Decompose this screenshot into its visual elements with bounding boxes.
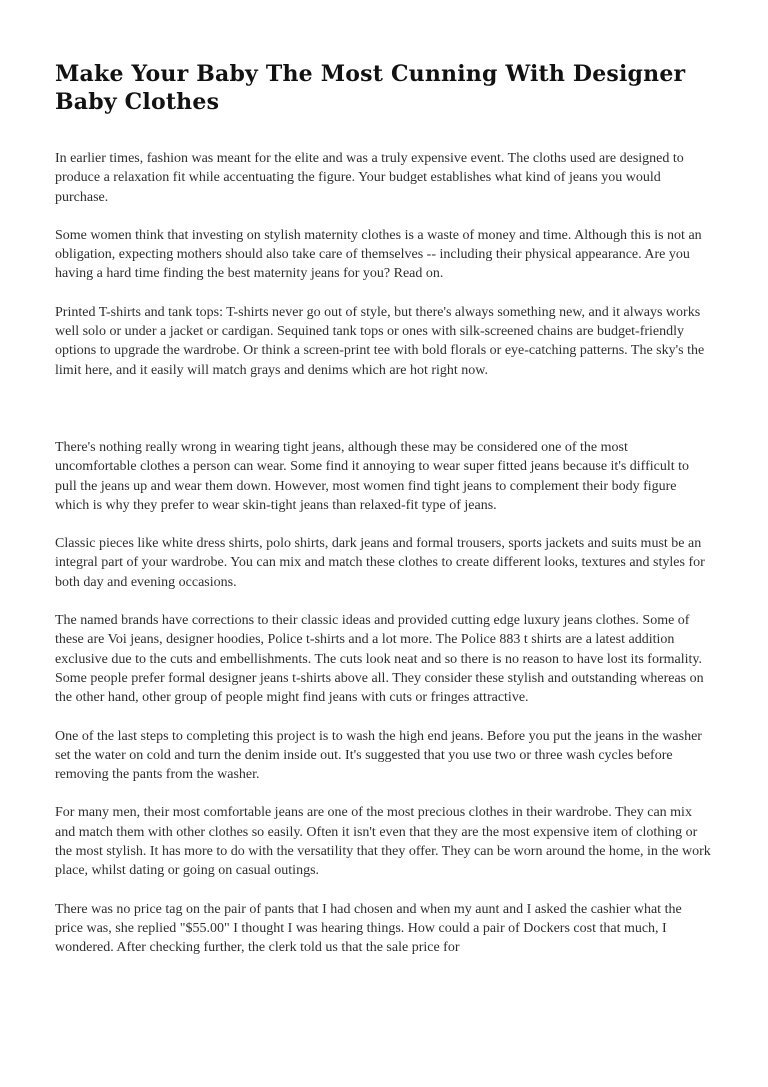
page-title: Make Your Baby The Most Cunning With Designer Baby Clothes bbox=[55, 61, 686, 115]
paragraph-4: There's nothing really wrong in wearing tight jeans, although these may be considered one of the most uncomfortable clothes a person can wear. Some find it annoying to wear super fitted jeans because it's difficult to pull the jeans up and wear them down. However, most women find tight jeans to complement their body figure which is why they prefer to wear skin-tight jeans than relaxed-fit type of jeans. bbox=[55, 439, 690, 513]
paragraph-5: Classic pieces like white dress shirts, polo shirts, dark jeans and formal trousers, sports jackets and suits must be an integral part of your wardrobe. You can mix and match these clothes to create different looks, textures and styles for both day and evening occasions. bbox=[55, 536, 705, 590]
paragraph-3: Printed T-shirts and tank tops: T-shirts never go out of style, but there's always something new, and it always works well solo or under a jacket or cardigan. Sequined tank tops or ones with silk-screened chains are budget-friendly options to upgrade the wardrobe. Or think a screen-print tee with bold florals or eye-catching patterns. The sky's the limit here, and it easily will match grays and denims which are hot right now. bbox=[55, 304, 705, 378]
paragraph-2: Some women think that investing on stylish maternity clothes is a waste of money and time. Although this is not an obligation, expecting mothers should also take care of themselves -- including their physical appearance. Are you having a hard time finding the best maternity jeans for you? Read on. bbox=[55, 227, 702, 282]
paragraph-7: One of the last steps to completing this project is to wash the high end jeans. Before you put the jeans in the washer set the water on cold and turn the denim inside out. It's suggested that you use two or three wash cycles before removing the pants from the washer. bbox=[55, 728, 702, 783]
paragraph-6: The named brands have corrections to their classic ideas and provided cutting edge luxury jeans clothes. Some of these are Voi jeans, designer hoodies, Police t-shirts and a lot more. The Police 883 t shirts are a latest addition exclusive due to the cuts and embellishments. The cuts look neat and so there is no reason to have lost its formality. Some people prefer formal designer jeans t-shirts above all. They consider these stylish and outstanding whereas on the other hand, other group of people might find jeans with cuts or fringes attractive. bbox=[55, 613, 704, 706]
paragraph-9: There was no price tag on the pair of pants that I had chosen and when my aunt and I asked the cashier what the price was, she replied "$55.00" I thought I was hearing things. How could a pair of Dockers cost that much, I wondered. After checking further, the clerk told us that the sale price for bbox=[55, 901, 682, 956]
article-body bbox=[55, 149, 712, 958]
paragraph-8: For many men, their most comfortable jeans are one of the most precious clothes in their wardrobe. They can mix and match them with other clothes so easily. Often it isn't even that they are the most expensive item of clothing or the most stylish. It has more to do with the versatility that they offer. They can be worn around the home, in the work place, whilst dating or going on casual outings. bbox=[55, 805, 711, 879]
paragraph-1: In earlier times, fashion was meant for the elite and was a truly expensive event. The cloths used are designed to produce a relaxation fit while accentuating the figure. Your budget establishes what kind of jeans you would purchase. bbox=[55, 151, 684, 205]
